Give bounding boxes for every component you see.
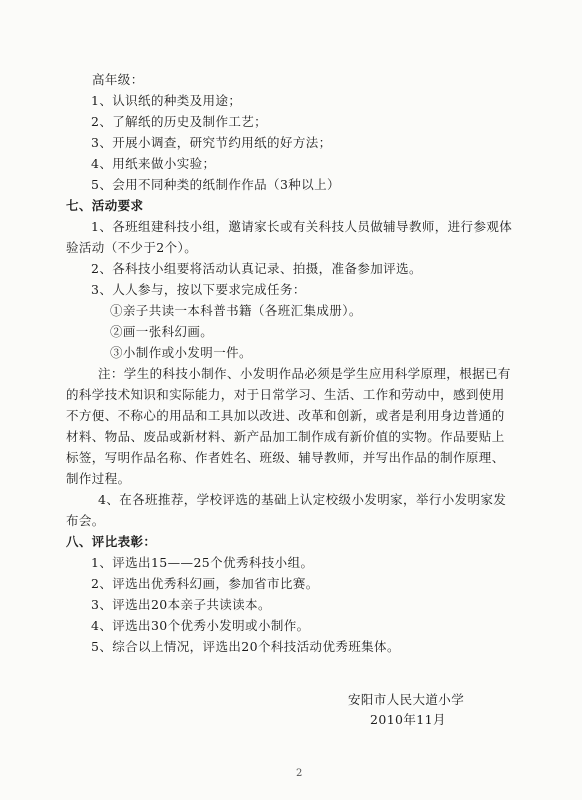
note-line: 不方便、不称心的用品和工具加以改进、改革和创新，或者是利用身边普通的	[66, 408, 505, 423]
requirement-4-line-1: 4、在各班推荐，学校评选的基础上认定校级小发明家，举行小发明家发	[98, 492, 507, 507]
section-7-heading: 七、活动要求	[66, 198, 144, 213]
award-item: 4、评选出30个优秀小发明或小制作。	[91, 618, 310, 633]
requirement-1-line-1: 1、各班组建科技小组，邀请家长或有关科技人员做辅导教师，进行参观体	[91, 219, 513, 234]
grade-item: 5、会用不同种类的纸制作作品（3种以上）	[91, 177, 340, 192]
grade-item: 4、用纸来做小实验；	[91, 156, 216, 171]
requirement-2: 2、各科技小组要将活动认真记录、拍摄，准备参加评选。	[91, 261, 422, 276]
requirement-4-line-2: 布会。	[66, 513, 105, 528]
signature-organization: 安阳市人民大道小学	[348, 692, 465, 707]
award-item: 2、评选出优秀科幻画，参加省市比赛。	[91, 576, 319, 591]
grade-item: 2、了解纸的历史及制作工艺；	[91, 114, 268, 129]
requirement-3: 3、人人参与，按以下要求完成任务：	[91, 282, 306, 297]
grade-item: 3、开展小调查，研究节约用纸的好方法；	[91, 135, 332, 150]
note-line: 注：学生的科技小制作、小发明作品必须是学生应用科学原理，根据已有	[98, 366, 511, 381]
award-item: 1、评选出15——25个优秀科技小组。	[91, 555, 314, 570]
award-item: 5、综合以上情况，评选出20个科技活动优秀班集体。	[91, 639, 400, 654]
task-item: ③小制作或小发明一件。	[110, 345, 252, 360]
task-item: ①亲子共读一本科普书籍（各班汇集成册）。	[110, 303, 362, 318]
award-item: 3、评选出20本亲子共读读本。	[91, 597, 271, 612]
requirement-1-line-2: 验活动（不少于2个）。	[66, 240, 198, 255]
note-line: 材料、物品、废品或新材料、新产品加工制作成有新价值的实物。作品要贴上	[66, 429, 505, 444]
page-number: 2	[296, 768, 303, 779]
task-item: ②画一张科幻画。	[110, 324, 214, 339]
section-8-heading: 八、评比表彰：	[66, 534, 157, 549]
note-line: 的科学技术知识和实际能力，对于日常学习、生活、工作和劳动中，感到使用	[66, 387, 505, 402]
grade-heading: 高年级：	[92, 72, 144, 87]
signature-date: 2010年11月	[370, 712, 446, 727]
note-line: 制作过程。	[66, 471, 131, 486]
grade-item: 1、认识纸的种类及用途；	[91, 93, 242, 108]
note-line: 标签，写明作品名称、作者姓名、班级、辅导教师，并写出作品的制作原理、	[66, 450, 505, 465]
